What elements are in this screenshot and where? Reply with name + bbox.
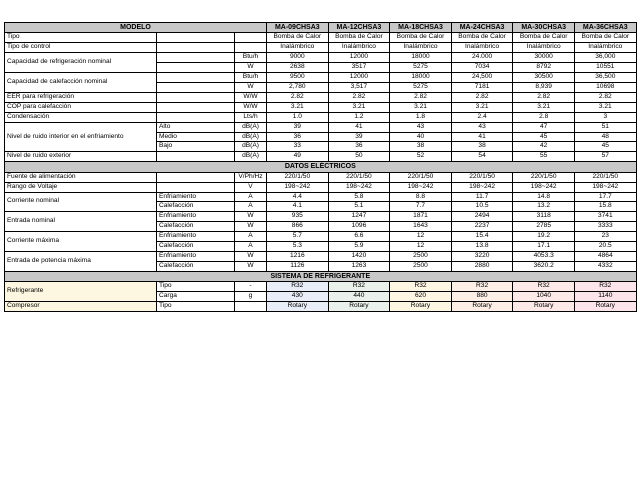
cell-r10-c1: 39: [328, 132, 390, 142]
cell-r13-c2: 220/1/50: [390, 172, 452, 182]
cell-r5-c3: 7181: [451, 82, 513, 92]
cell-r18-c5: 3333: [574, 222, 636, 232]
cell-r11-c5: 45: [574, 142, 636, 152]
row-subtitle: Calefacción: [157, 242, 235, 252]
row-subtitle: [157, 33, 235, 43]
row-label: COP para calefacción: [5, 102, 157, 112]
row-subtitle: Enfriamiento: [157, 232, 235, 242]
cell-r23-c5: R32: [574, 282, 636, 292]
cell-r15-c1: 5.8: [328, 192, 390, 202]
cell-r6-c0: 2.82: [267, 92, 329, 102]
row-subtitle: Medio: [157, 132, 235, 142]
table-header-model: MODELO: [5, 23, 267, 33]
row-subtitle: Calefacción: [157, 202, 235, 212]
row-unit: dB(A): [235, 152, 267, 162]
cell-r2-c4: 30000: [513, 53, 575, 63]
cell-r16-c0: 4.1: [267, 202, 329, 212]
cell-r15-c5: 17.7: [574, 192, 636, 202]
cell-r18-c4: 2785: [513, 222, 575, 232]
cell-r7-c0: 3.21: [267, 102, 329, 112]
cell-r9-c2: 43: [390, 122, 452, 132]
cell-r2-c2: 18000: [390, 53, 452, 63]
cell-r2-c0: 9000: [267, 53, 329, 63]
cell-r14-c4: 198~242: [513, 182, 575, 192]
row-unit: V: [235, 182, 267, 192]
row-label: EER para refrigeración: [5, 92, 157, 102]
cell-r19-c4: 19.2: [513, 232, 575, 242]
cell-r5-c2: 5275: [390, 82, 452, 92]
cell-r14-c1: 198~242: [328, 182, 390, 192]
cell-r25-c0: Rotary: [267, 302, 329, 312]
cell-r24-c5: 1140: [574, 292, 636, 302]
cell-r13-c1: 220/1/50: [328, 172, 390, 182]
cell-r1-c3: Inalámbrico: [451, 43, 513, 53]
row-unit: [235, 43, 267, 53]
cell-r7-c2: 3.21: [390, 102, 452, 112]
specifications-table: [4, 22, 637, 312]
cell-r10-c5: 48: [574, 132, 636, 142]
cell-r9-c3: 43: [451, 122, 513, 132]
cell-r5-c0: 2,780: [267, 82, 329, 92]
cell-r3-c0: 2638: [267, 63, 329, 73]
cell-r5-c5: 10698: [574, 82, 636, 92]
row-unit: W: [235, 212, 267, 222]
cell-r22-c0: 1126: [267, 261, 329, 271]
cell-r25-c1: Rotary: [328, 302, 390, 312]
cell-r17-c1: 1247: [328, 212, 390, 222]
cell-r21-c1: 1420: [328, 252, 390, 262]
row-label: Rango de Voltaje: [5, 182, 157, 192]
row-unit: Btu/h: [235, 73, 267, 83]
cell-r4-c2: 18000: [390, 73, 452, 83]
cell-r12-c2: 52: [390, 152, 452, 162]
cell-r21-c3: 3220: [451, 252, 513, 262]
row-unit: W: [235, 63, 267, 73]
row-label: Condensación: [5, 112, 157, 122]
cell-r21-c0: 1216: [267, 252, 329, 262]
cell-r13-c4: 220/1/50: [513, 172, 575, 182]
row-subtitle: Enfriamiento: [157, 252, 235, 262]
row-subtitle: [157, 112, 235, 122]
row-subtitle: Enfriamiento: [157, 212, 235, 222]
cell-r7-c1: 3.21: [328, 102, 390, 112]
cell-r4-c1: 12000: [328, 73, 390, 83]
row-label: Tipo: [5, 33, 157, 43]
cell-r23-c1: R32: [328, 282, 390, 292]
row-subtitle: [157, 43, 235, 53]
cell-r12-c3: 54: [451, 152, 513, 162]
cell-r0-c1: Bomba de Calor: [328, 33, 390, 43]
cell-r4-c4: 30500: [513, 73, 575, 83]
cell-r22-c2: 2500: [390, 261, 452, 271]
cell-r20-c2: 12: [390, 242, 452, 252]
cell-r19-c0: 5.7: [267, 232, 329, 242]
row-subtitle: [157, 53, 235, 63]
row-subtitle: Tipo: [157, 282, 235, 292]
cell-r6-c5: 2.82: [574, 92, 636, 102]
cell-r7-c5: 3.21: [574, 102, 636, 112]
cell-r1-c5: Inalámbrico: [574, 43, 636, 53]
row-unit: W/W: [235, 102, 267, 112]
cell-r18-c3: 2237: [451, 222, 513, 232]
row-label: Compresor: [5, 302, 157, 312]
cell-r3-c2: 5275: [390, 63, 452, 73]
cell-r16-c1: 5.1: [328, 202, 390, 212]
cell-r11-c4: 42: [513, 142, 575, 152]
cell-r12-c5: 57: [574, 152, 636, 162]
cell-r18-c0: 866: [267, 222, 329, 232]
row-unit: Lts/h: [235, 112, 267, 122]
row-label: Fuente de alimentación: [5, 172, 157, 182]
row-unit: dB(A): [235, 142, 267, 152]
cell-r4-c5: 36,500: [574, 73, 636, 83]
cell-r22-c5: 4332: [574, 261, 636, 271]
cell-r12-c1: 50: [328, 152, 390, 162]
row-unit: g: [235, 292, 267, 302]
cell-r17-c0: 935: [267, 212, 329, 222]
row-unit: -: [235, 282, 267, 292]
cell-r20-c1: 5.9: [328, 242, 390, 252]
cell-r1-c4: Inalámbrico: [513, 43, 575, 53]
row-label: Capacidad de calefacción nominal: [5, 73, 157, 93]
cell-r6-c2: 2.82: [390, 92, 452, 102]
cell-r12-c4: 55: [513, 152, 575, 162]
cell-r3-c3: 7034: [451, 63, 513, 73]
cell-r25-c2: Rotary: [390, 302, 452, 312]
cell-r4-c0: 9500: [267, 73, 329, 83]
row-subtitle: [157, 102, 235, 112]
row-subtitle: [157, 82, 235, 92]
cell-r10-c0: 36: [267, 132, 329, 142]
row-subtitle: [157, 92, 235, 102]
cell-r24-c1: 440: [328, 292, 390, 302]
cell-r9-c1: 41: [328, 122, 390, 132]
cell-r23-c3: R32: [451, 282, 513, 292]
cell-r25-c5: Rotary: [574, 302, 636, 312]
cell-r13-c0: 220/1/50: [267, 172, 329, 182]
cell-r21-c2: 2500: [390, 252, 452, 262]
cell-r0-c0: Bomba de Calor: [267, 33, 329, 43]
cell-r17-c5: 3741: [574, 212, 636, 222]
cell-r22-c1: 1263: [328, 261, 390, 271]
cell-r22-c3: 2880: [451, 261, 513, 271]
row-label: Nivel de ruido exterior: [5, 152, 157, 162]
cell-r2-c5: 36,000: [574, 53, 636, 63]
cell-r14-c5: 198~242: [574, 182, 636, 192]
cell-r11-c0: 33: [267, 142, 329, 152]
cell-r8-c0: 1.0: [267, 112, 329, 122]
cell-r8-c5: 3: [574, 112, 636, 122]
cell-r1-c2: Inalámbrico: [390, 43, 452, 53]
model-header-4: MA-30CHSA3: [513, 23, 575, 33]
row-label: Entrada de potencia máxima: [5, 252, 157, 272]
cell-r8-c1: 1.2: [328, 112, 390, 122]
cell-r18-c1: 1096: [328, 222, 390, 232]
row-subtitle: Calefacción: [157, 261, 235, 271]
cell-r15-c3: 11.7: [451, 192, 513, 202]
cell-r10-c2: 40: [390, 132, 452, 142]
cell-r9-c0: 39: [267, 122, 329, 132]
cell-r16-c5: 15.8: [574, 202, 636, 212]
row-subtitle: Bajo: [157, 142, 235, 152]
row-label: Entrada nominal: [5, 212, 157, 232]
cell-r17-c3: 2494: [451, 212, 513, 222]
row-subtitle: Carga: [157, 292, 235, 302]
cell-r25-c4: Rotary: [513, 302, 575, 312]
cell-r11-c3: 38: [451, 142, 513, 152]
cell-r19-c5: 23: [574, 232, 636, 242]
section-header: DATOS ELÉCTRICOS: [5, 162, 637, 172]
row-unit: W: [235, 252, 267, 262]
cell-r24-c4: 1040: [513, 292, 575, 302]
cell-r16-c4: 13.2: [513, 202, 575, 212]
cell-r9-c4: 47: [513, 122, 575, 132]
row-unit: A: [235, 202, 267, 212]
cell-r0-c5: Bomba de Calor: [574, 33, 636, 43]
cell-r24-c0: 430: [267, 292, 329, 302]
cell-r6-c1: 2.82: [328, 92, 390, 102]
cell-r16-c3: 10.5: [451, 202, 513, 212]
row-unit: A: [235, 242, 267, 252]
cell-r20-c0: 5.3: [267, 242, 329, 252]
row-label: Capacidad de refrigeración nominal: [5, 53, 157, 73]
row-subtitle: [157, 172, 235, 182]
model-header-3: MA-24CHSA3: [451, 23, 513, 33]
cell-r1-c0: Inalámbrico: [267, 43, 329, 53]
cell-r9-c5: 51: [574, 122, 636, 132]
cell-r3-c4: 8792: [513, 63, 575, 73]
model-header-2: MA-18CHSA3: [390, 23, 452, 33]
cell-r14-c3: 198~242: [451, 182, 513, 192]
cell-r23-c4: R32: [513, 282, 575, 292]
cell-r11-c2: 38: [390, 142, 452, 152]
cell-r8-c2: 1.8: [390, 112, 452, 122]
row-unit: dB(A): [235, 132, 267, 142]
row-label: Corriente máxima: [5, 232, 157, 252]
row-subtitle: [157, 63, 235, 73]
row-unit: V/Ph/Hz: [235, 172, 267, 182]
cell-r12-c0: 49: [267, 152, 329, 162]
cell-r21-c5: 4864: [574, 252, 636, 262]
cell-r10-c3: 41: [451, 132, 513, 142]
row-subtitle: [157, 182, 235, 192]
cell-r19-c1: 6.6: [328, 232, 390, 242]
cell-r2-c3: 24.000: [451, 53, 513, 63]
cell-r5-c4: 8,939: [513, 82, 575, 92]
cell-r7-c3: 3.21: [451, 102, 513, 112]
row-label: Corriente nominal: [5, 192, 157, 212]
cell-r15-c4: 14.8: [513, 192, 575, 202]
model-header-1: MA-12CHSA3: [328, 23, 390, 33]
row-unit: W: [235, 222, 267, 232]
cell-r0-c2: Bomba de Calor: [390, 33, 452, 43]
cell-r20-c3: 13.8: [451, 242, 513, 252]
cell-r20-c5: 20.5: [574, 242, 636, 252]
cell-r6-c4: 2.82: [513, 92, 575, 102]
cell-r2-c1: 12000: [328, 53, 390, 63]
cell-r23-c0: R32: [267, 282, 329, 292]
cell-r20-c4: 17.1: [513, 242, 575, 252]
row-unit: Btu/h: [235, 53, 267, 63]
row-unit: A: [235, 192, 267, 202]
cell-r22-c4: 3620.2: [513, 261, 575, 271]
row-unit: A: [235, 232, 267, 242]
cell-r0-c3: Bomba de Calor: [451, 33, 513, 43]
row-label: Tipo de control: [5, 43, 157, 53]
cell-r8-c4: 2.8: [513, 112, 575, 122]
cell-r1-c1: Inalámbrico: [328, 43, 390, 53]
cell-r4-c3: 24,500: [451, 73, 513, 83]
row-label: Refrigerante: [5, 282, 157, 302]
row-unit: [235, 33, 267, 43]
cell-r25-c3: Rotary: [451, 302, 513, 312]
row-subtitle: Alto: [157, 122, 235, 132]
row-unit: W/W: [235, 92, 267, 102]
section-header: SISTEMA DE REFRIGERANTE: [5, 271, 637, 281]
cell-r6-c3: 2.82: [451, 92, 513, 102]
cell-r19-c3: 15.4: [451, 232, 513, 242]
cell-r8-c3: 2.4: [451, 112, 513, 122]
model-header-0: MA-09CHSA3: [267, 23, 329, 33]
cell-r0-c4: Bomba de Calor: [513, 33, 575, 43]
cell-r7-c4: 3.21: [513, 102, 575, 112]
cell-r17-c2: 1871: [390, 212, 452, 222]
cell-r13-c5: 220/1/50: [574, 172, 636, 182]
row-subtitle: Enfriamiento: [157, 192, 235, 202]
row-unit: [235, 302, 267, 312]
row-unit: dB(A): [235, 122, 267, 132]
row-subtitle: [157, 73, 235, 83]
cell-r16-c2: 7.7: [390, 202, 452, 212]
cell-r14-c0: 198~242: [267, 182, 329, 192]
row-unit: W: [235, 82, 267, 92]
cell-r10-c4: 45: [513, 132, 575, 142]
cell-r15-c2: 8.8: [390, 192, 452, 202]
cell-r14-c2: 198~242: [390, 182, 452, 192]
model-header-5: MA-36CHSA3: [574, 23, 636, 33]
cell-r3-c1: 3517: [328, 63, 390, 73]
row-subtitle: Calefacción: [157, 222, 235, 232]
cell-r3-c5: 10551: [574, 63, 636, 73]
row-unit: W: [235, 261, 267, 271]
cell-r13-c3: 220/1/50: [451, 172, 513, 182]
cell-r5-c1: 3,517: [328, 82, 390, 92]
cell-r15-c0: 4.4: [267, 192, 329, 202]
cell-r17-c4: 3118: [513, 212, 575, 222]
cell-r11-c1: 36: [328, 142, 390, 152]
cell-r21-c4: 4053.3: [513, 252, 575, 262]
cell-r24-c3: 880: [451, 292, 513, 302]
row-label: Nivel de ruido interior en el enfriamiento: [5, 122, 157, 152]
cell-r23-c2: R32: [390, 282, 452, 292]
cell-r19-c2: 12: [390, 232, 452, 242]
row-subtitle: [157, 152, 235, 162]
row-subtitle: Tipo: [157, 302, 235, 312]
cell-r18-c2: 1643: [390, 222, 452, 232]
cell-r24-c2: 620: [390, 292, 452, 302]
